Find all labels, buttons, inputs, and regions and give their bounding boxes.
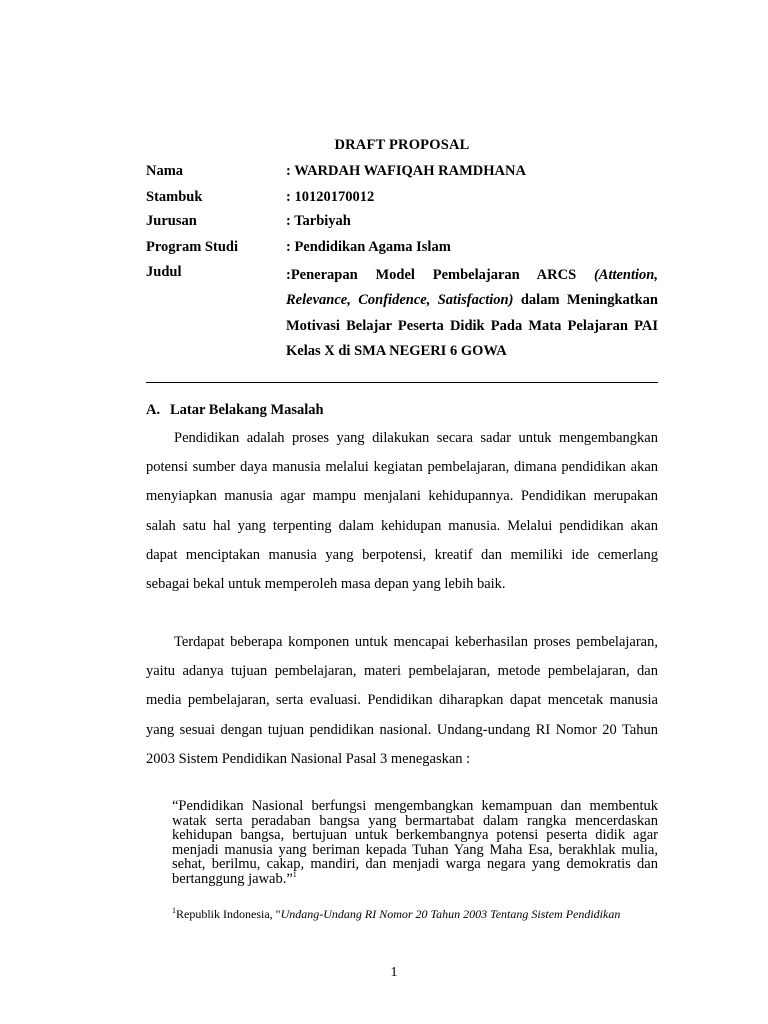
field-label: Stambuk — [146, 189, 203, 205]
field-value: : 10120170012 — [286, 189, 375, 205]
field-label: Jurusan — [146, 213, 197, 229]
field-row-program-studi — [146, 239, 658, 261]
field-value: : WARDAH WAFIQAH RAMDHANA — [286, 163, 526, 179]
field-value: : Tarbiyah — [286, 213, 351, 229]
block-quote — [172, 799, 658, 887]
quote-text: “Pendidikan Nasional berfungsi mengembangkan kemampuan dan membentuk watak serta peradaban bangsa yang bermartabat dalam rangka mencerdaskan kehidupan bangsa, bertujuan untuk berkembangnya potensi peserta didik agar menjadi manusia yang beriman kepada Tuhan Yang Maha Esa, berakhlak mulia, sehat, berilmu, cakap, mandiri, dan menjadi warga negara yang demokratis dan bertanggung jawab.” — [172, 798, 658, 887]
section-heading — [146, 402, 324, 419]
paragraph-2: Terdapat beberapa komponen untuk mencapai keberhasilan proses pembelajaran, yaitu adanya tujuan pembelajaran, materi pembelajaran, metode pembelajaran, dan media pembelajaran, serta evaluasi. Pendidikan diharapkan dapat mencetak manusia yang sesuai dengan tujuan pendidikan nasional. Undang-undang RI Nomor 20 Tahun 2003 Sistem Pendidikan Nasional Pasal 3 menegaskan : — [146, 634, 658, 767]
footnote-text: Republik Indonesia, " — [176, 907, 281, 921]
field-label: Nama — [146, 163, 184, 179]
judul-prefix: :Penerapan Model Pembelajaran ARCS — [286, 267, 594, 283]
footnote — [172, 906, 662, 922]
paragraph-1: Pendidikan adalah proses yang dilakukan secara sadar untuk mengembangkan potensi sumber daya manusia melalui kegiatan pembelajaran, dimana pendidikan akan menyiapkan manusia agar mampu menjalani kehidupannya. Pendidikan merupakan salah satu hal yang terpenting dalam kehidupan manusia. Melalui pendidikan akan dapat menciptakan manusia yang berpotensi, kreatif dan memiliki ide cemerlang sebagai bekal untuk memperoleh masa depan yang lebih baik. — [146, 430, 658, 593]
footnote-italic: Undang-Undang RI Nomor 20 Tahun 2003 Tentang Sistem Pendidikan — [280, 907, 621, 921]
field-row-jurusan — [146, 213, 658, 235]
header-divider — [146, 382, 658, 383]
field-value: : Pendidikan Agama Islam — [286, 239, 451, 255]
judul-italic: (Attention, Relevance, Confidence, Satisfaction) — [286, 267, 658, 309]
field-row-stambuk — [146, 189, 658, 211]
field-row-nama — [146, 163, 658, 185]
footnote-reference: 1 — [292, 870, 297, 880]
field-label: Judul — [146, 264, 182, 280]
document-title: DRAFT PROPOSAL — [334, 137, 470, 153]
section-number: A. — [146, 402, 161, 418]
page-number: 1 — [390, 965, 398, 980]
section-title: Latar Belakang Masalah — [170, 402, 324, 418]
judul-suffix: dalam Meningkatkan Motivasi Belajar Peserta Didik Pada Mata Pelajaran PAI Kelas X di SMA NEGERI 6 GOWA — [286, 292, 658, 359]
field-label: Program Studi — [146, 239, 238, 255]
judul-value — [286, 263, 658, 364]
footnote-marker: 1 — [172, 906, 176, 915]
